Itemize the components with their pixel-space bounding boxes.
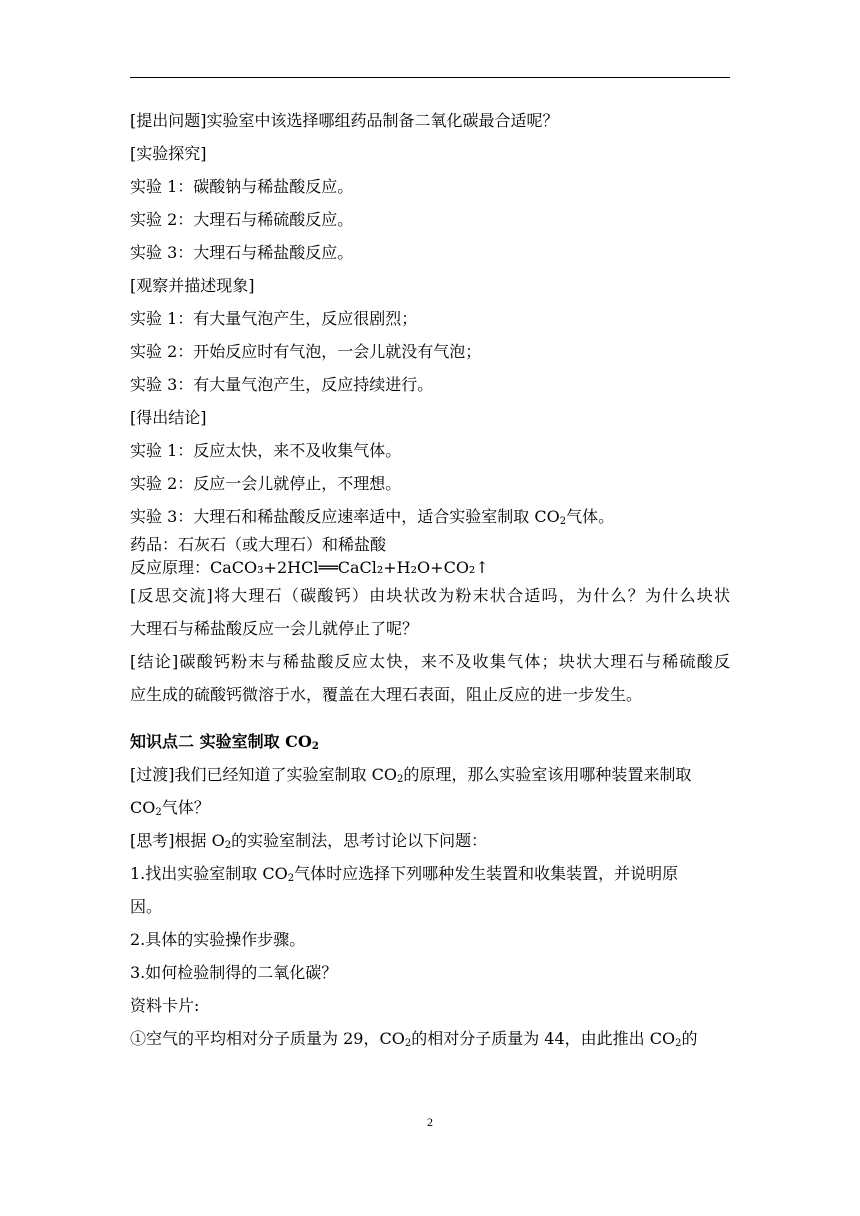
experiment-3: 实验 3：大理石与稀盐酸反应。 [130, 243, 354, 262]
transition-line-1 [130, 758, 730, 791]
conclusion-3 [130, 500, 730, 533]
info-text-a: ①空气的平均相对分子质量为 29，CO [130, 1029, 405, 1048]
subscript: 2 [675, 1038, 682, 1049]
think-text-b: 的实验室制法，思考讨论以下问题： [231, 831, 488, 850]
document-body [130, 104, 730, 1055]
subscript: 2 [559, 516, 567, 527]
transition-text-c: CO [130, 798, 156, 817]
experiment-2: 实验 2：大理石与稀硫酸反应。 [130, 210, 354, 229]
subscript: 2 [224, 840, 232, 851]
question-2: 2.具体的实验操作步骤。 [130, 930, 306, 949]
reflection-line-2: 大理石与稀盐酸反应一会儿就停止了呢？ [130, 619, 419, 638]
conclusion-3-tail: 气体。 [566, 507, 615, 526]
experiment-heading: [实验探究] [130, 144, 207, 163]
reagents-line: 药品：石灰石（或大理石）和稀盐酸 [130, 535, 387, 554]
subscript: 2 [155, 807, 162, 818]
think-line [130, 824, 730, 857]
question-1-text-a: 1.找出实验室制取 CO [130, 864, 288, 883]
observation-2: 实验 2：开始反应时有气泡，一会儿就没有气泡； [130, 342, 482, 361]
think-text-a: [思考]根据 O [130, 831, 225, 850]
observation-3: 实验 3：有大量气泡产生，反应持续进行。 [130, 375, 434, 394]
observation-heading: [观察并描述现象] [130, 276, 255, 295]
section-heading [130, 725, 730, 758]
conclusion-heading: [得出结论] [130, 408, 207, 427]
subscript: 2 [404, 1038, 412, 1049]
observation-1: 实验 1：有大量气泡产生，反应很剧烈； [130, 309, 418, 328]
question-1-line-1 [130, 857, 730, 890]
transition-text-b: 的原理，那么实验室该用哪种装置来制取 [403, 765, 692, 784]
transition-line-2 [130, 791, 730, 824]
transition-text-d: 气体？ [161, 798, 210, 817]
result-line-1: [结论]碳酸钙粉末与稀盐酸反应太快，来不及收集气体；块状大理石与稀硫酸反 [130, 652, 730, 671]
result-line-2: 应生成的硫酸钙微溶于水，覆盖在大理石表面，阻止反应的进一步发生。 [130, 685, 643, 704]
info-text-b: 的相对分子质量为 44，由此推出 CO [411, 1029, 676, 1048]
conclusion-3-text: 实验 3：大理石和稀盐酸反应速率适中，适合实验室制取 CO [130, 507, 560, 526]
question-1-line-2: 因。 [130, 897, 163, 916]
section-heading-text: 知识点二 实验室制取 CO [130, 732, 312, 751]
header-rule [130, 77, 730, 78]
transition-text-a: [过渡]我们已经知道了实验室制取 CO [130, 765, 397, 784]
reaction-equation: 反应原理：CaCO₃+2HCl══CaCl₂+H₂O+CO₂↑ [130, 558, 489, 577]
conclusion-2: 实验 2：反应一会儿就停止，不理想。 [130, 474, 402, 493]
conclusion-1: 实验 1：反应太快，来不及收集气体。 [130, 441, 402, 460]
info-card-heading: 资料卡片: [130, 996, 200, 1015]
experiment-1: 实验 1：碳酸钠与稀盐酸反应。 [130, 177, 354, 196]
info-text-c: 的 [681, 1029, 698, 1048]
subscript: 2 [287, 873, 295, 884]
reflection-line-1: [反思交流]将大理石（碳酸钙）由块状改为粉末状合适吗，为什么？为什么块状 [130, 586, 730, 605]
question-3: 3.如何检验制得的二氧化碳？ [130, 963, 338, 982]
info-card-item-1 [130, 1022, 730, 1055]
subscript: 2 [311, 741, 319, 752]
question-1-text-b: 气体时应选择下列哪种发生装置和收集装置，并说明原 [294, 864, 679, 883]
page-number: 2 [427, 1115, 433, 1129]
question-line: [提出问题]实验室中该选择哪组药品制备二氧化碳最合适呢？ [130, 111, 559, 130]
subscript: 2 [396, 774, 404, 785]
